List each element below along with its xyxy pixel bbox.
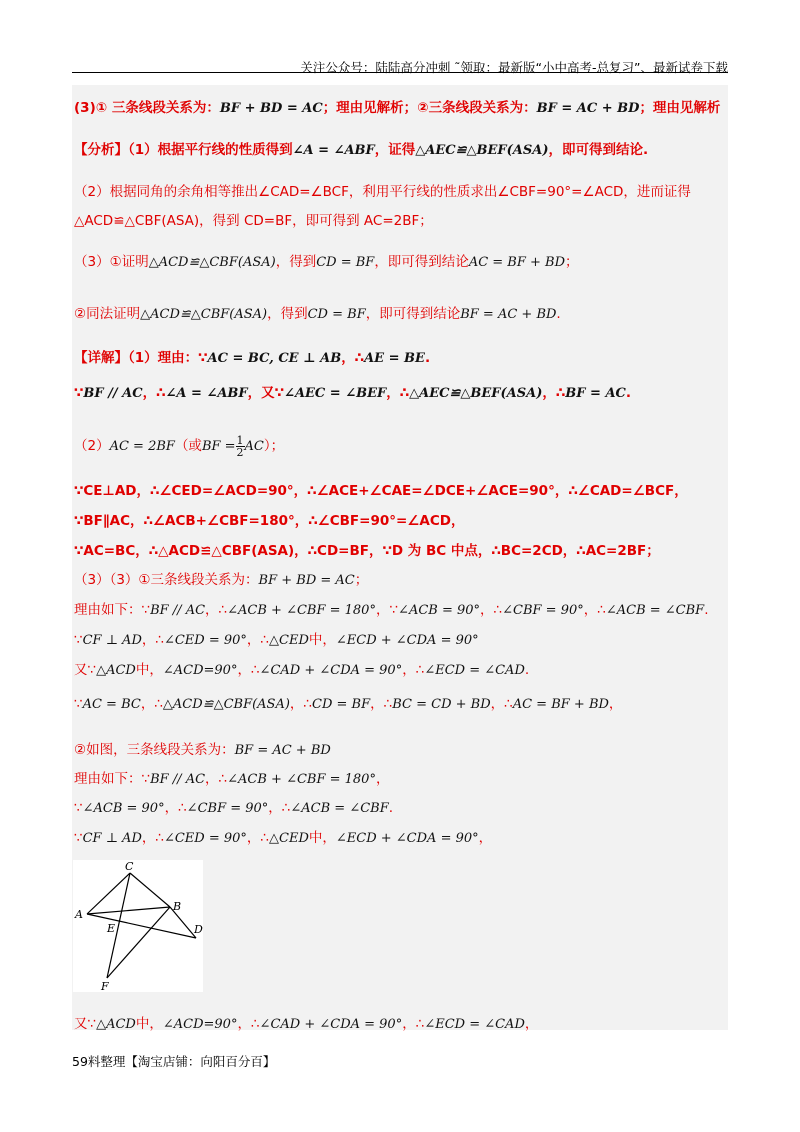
segment-ac	[87, 873, 130, 914]
math: △ACD≌△CBF(ASA)	[162, 697, 290, 712]
math: ∠ACB + ∠CBF = 180°	[227, 772, 376, 787]
math: ∠ECD + ∠CDA = 90°	[335, 831, 479, 846]
footer-text: 料整理【淘宝店铺：向阳百分百】	[87, 1054, 276, 1069]
math: ∠CED = 90°	[163, 633, 247, 648]
fraction	[236, 435, 245, 458]
math: AC = BC, CE ⊥ AB	[207, 351, 342, 366]
header-rule	[72, 72, 728, 73]
math: BF + BD = AC	[219, 101, 323, 116]
text: (3)① 三条线段关系为：	[74, 100, 220, 116]
text: ，∴	[141, 830, 164, 846]
segment-ab	[87, 907, 170, 914]
answer-line-3	[74, 96, 720, 116]
analysis-line-2: （2）根据同角的余角相等推出∠CAD=∠BCF，利用平行线的性质求出∠CBF=90°=∠ACD，进而证得	[74, 184, 691, 200]
math: △ACD	[96, 663, 136, 678]
math: ∠A = ∠ABF	[165, 386, 248, 401]
text: ，得到	[275, 254, 317, 270]
text: .	[625, 385, 632, 401]
detail-line-12	[74, 738, 331, 758]
text: ∵	[74, 696, 83, 712]
text: ，∴	[341, 350, 365, 366]
math: BF = AC + BD	[460, 307, 557, 322]
math: ∠CAD + ∠CDA = 90°	[259, 1017, 403, 1032]
detail-line-13	[74, 767, 389, 787]
text: ，∴	[289, 696, 313, 712]
detail-line-10	[74, 658, 529, 678]
detail-line-16	[74, 1012, 538, 1032]
text: 【详解】（1）理由：∵	[74, 350, 208, 366]
math: △AEC≌△BEF(ASA)	[409, 386, 543, 401]
detail-line-1	[74, 346, 430, 366]
text: ∵	[74, 830, 83, 846]
math: ∠CBF = 90°	[186, 801, 269, 816]
text: ②同法证明	[74, 306, 141, 322]
math: ∠ACD=90°	[162, 663, 238, 678]
math: CF ⊥ AD	[82, 633, 142, 648]
geometry-figure	[73, 860, 203, 992]
math: BF // AC	[150, 603, 206, 618]
math: ∠ECD = ∠CAD	[424, 1017, 525, 1032]
math: AC = BF + BD	[468, 255, 566, 270]
math: BC = CD + BD	[392, 697, 491, 712]
text: （3）①证明	[74, 254, 149, 270]
segment-cb	[130, 873, 170, 907]
text: ，又∵	[247, 385, 285, 401]
math: CD = BF	[312, 697, 371, 712]
math: ∠CED = 90°	[163, 831, 247, 846]
text: ∵	[74, 385, 84, 401]
math: ∠ACD=90°	[162, 1017, 238, 1032]
detail-line-5: ∵BF∥AC，∴∠ACB+∠CBF=180°，∴∠CBF=90°=∠ACD，	[74, 513, 465, 529]
math: ∠A = ∠ABF	[292, 143, 375, 158]
text: （2）	[74, 438, 110, 454]
math: AC = BF + BD	[512, 697, 609, 712]
text: ，∴	[490, 696, 513, 712]
numerator: 1	[236, 433, 244, 447]
detail-line-2	[74, 381, 631, 401]
math: BF = AC	[565, 386, 626, 401]
text: .	[388, 800, 394, 816]
math: △ACD≌△CBF(ASA)	[140, 307, 268, 322]
text: 理由如下：∵	[74, 771, 151, 787]
math: BF = AC + BD	[536, 101, 640, 116]
text: .	[704, 602, 709, 618]
text: 又∵	[74, 1016, 97, 1032]
text: ，∴	[164, 800, 187, 816]
figure-svg	[73, 860, 203, 992]
detail-line-14	[74, 796, 393, 816]
detail-line-9	[74, 628, 479, 648]
math: BF // AC	[150, 772, 206, 787]
math: CF ⊥ AD	[82, 831, 142, 846]
text: ；	[565, 254, 579, 270]
analysis-line-5	[74, 302, 561, 322]
math: ∠ACB = ∠CBF	[605, 603, 705, 618]
denominator: 2	[236, 445, 244, 459]
segment-fb	[107, 907, 170, 978]
text: ，∴	[246, 830, 270, 846]
math: AC = BC	[82, 697, 141, 712]
text: 中，	[135, 1016, 163, 1032]
label-a: A	[75, 908, 83, 921]
page-number: 59	[72, 1054, 88, 1069]
text: .	[424, 350, 431, 366]
text: ，∴	[141, 632, 164, 648]
text: ，∴	[205, 771, 228, 787]
math: BF + BD = AC	[258, 573, 355, 588]
text: ∵	[74, 800, 83, 816]
math: △AEC≌△BEF(ASA)	[415, 143, 549, 158]
math: ∠CAD + ∠CDA = 90°	[259, 663, 403, 678]
text: ，证得	[374, 142, 416, 158]
math: BF // AC	[83, 386, 143, 401]
detail-line-6: ∵AC=BC，∴△ACD≌△CBF(ASA)，∴CD=BF，∵D 为 BC 中点，∴BC=2CD，∴AC=2BF；	[74, 543, 660, 559]
label-d: D	[194, 923, 203, 936]
text: 【分析】（1）根据平行线的性质得到	[74, 142, 293, 158]
text: 又∵	[74, 662, 97, 678]
text: .	[556, 306, 561, 322]
text: 中，	[135, 662, 163, 678]
text: ②如图，三条线段关系为：	[74, 742, 235, 758]
detail-line-7	[74, 568, 368, 588]
text: ；理由见解析；②三条线段关系为：	[322, 100, 537, 116]
text: ，即可得到结论	[365, 306, 461, 322]
text: ，	[375, 771, 390, 787]
math: CD = BF	[316, 255, 375, 270]
text: .	[524, 662, 530, 678]
text: 中，	[308, 632, 336, 648]
math: ∠ECD = ∠CAD	[424, 663, 525, 678]
math: △ACD≌△CBF(ASA)	[148, 255, 276, 270]
text: ，	[608, 696, 623, 712]
text: ，∴	[542, 385, 566, 401]
page-header: 关注公众号：陆陆高分冲刺 ˜领取：最新版“小中高考-总复习”、最新试卷下载	[300, 60, 728, 75]
text: ，∴	[402, 662, 425, 678]
math: ∠ECD + ∠CDA = 90°	[335, 633, 479, 648]
math: ∠ACB + ∠CBF = 180°	[227, 603, 376, 618]
text: ，∴	[370, 696, 393, 712]
math: AE = BE	[364, 351, 425, 366]
text: ）；	[263, 438, 285, 454]
math: ∠CBF = 90°	[502, 603, 584, 618]
math: ∠AEC = ∠BEF	[284, 386, 387, 401]
text: ；	[354, 572, 369, 588]
label-b: B	[173, 900, 182, 913]
label-c: C	[125, 860, 134, 873]
text: ，即可得到结论	[374, 254, 469, 270]
detail-line-15	[74, 826, 492, 846]
text: ，∴	[237, 662, 260, 678]
math: ∠ACB = ∠CBF	[290, 801, 389, 816]
text: （或	[174, 438, 202, 454]
text: ，∴	[142, 385, 166, 401]
text: ；理由见解析	[639, 100, 721, 116]
text: ，∴	[237, 1016, 260, 1032]
text: ，∴	[268, 800, 291, 816]
math: BF = AC + BD	[234, 743, 331, 758]
text: ，∴	[386, 385, 410, 401]
text: ，	[478, 830, 493, 846]
math: ∠ACB = 90°	[82, 801, 165, 816]
text: ，∴	[480, 602, 503, 618]
math: △CED	[269, 633, 309, 648]
text: ，∴	[583, 602, 606, 618]
text: ，得到	[267, 306, 308, 322]
math: △ACD	[96, 1017, 136, 1032]
text: ∵	[74, 632, 83, 648]
label-e: E	[107, 922, 116, 935]
page-footer	[72, 1052, 275, 1070]
math: AC = 2BF	[109, 439, 175, 454]
math: AC	[244, 439, 264, 454]
analysis-line-4	[74, 250, 579, 270]
analysis-line-1	[74, 138, 648, 158]
detail-line-3	[74, 434, 284, 458]
detail-line-8	[74, 598, 709, 618]
math: ∠ACB = 90°	[398, 603, 481, 618]
text: ，∴	[402, 1016, 425, 1032]
math: △CED	[269, 831, 309, 846]
label-f: F	[101, 980, 109, 992]
detail-line-4: ∵CE⊥AD，∴∠CED=∠ACD=90°，∴∠ACE+∠CAE=∠DCE+∠ACE=90°，∴∠CAD=∠BCF，	[74, 483, 688, 499]
text: ，∴	[246, 632, 270, 648]
analysis-line-3: △ACD≌△CBF(ASA)，得到 CD=BF，即可得到 AC=2BF；	[74, 213, 433, 229]
text: ，∵	[375, 602, 399, 618]
text: ，∴	[205, 602, 228, 618]
math: BF =	[201, 439, 236, 454]
math: CD = BF	[307, 307, 366, 322]
text: （3）（3）①三条线段关系为：	[74, 572, 259, 588]
detail-line-11	[74, 692, 622, 712]
text: ，∴	[140, 696, 163, 712]
text: ，	[524, 1016, 539, 1032]
text: 中，	[308, 830, 336, 846]
text: 理由如下：∵	[74, 602, 151, 618]
text: ，即可得到结论.	[548, 142, 649, 158]
